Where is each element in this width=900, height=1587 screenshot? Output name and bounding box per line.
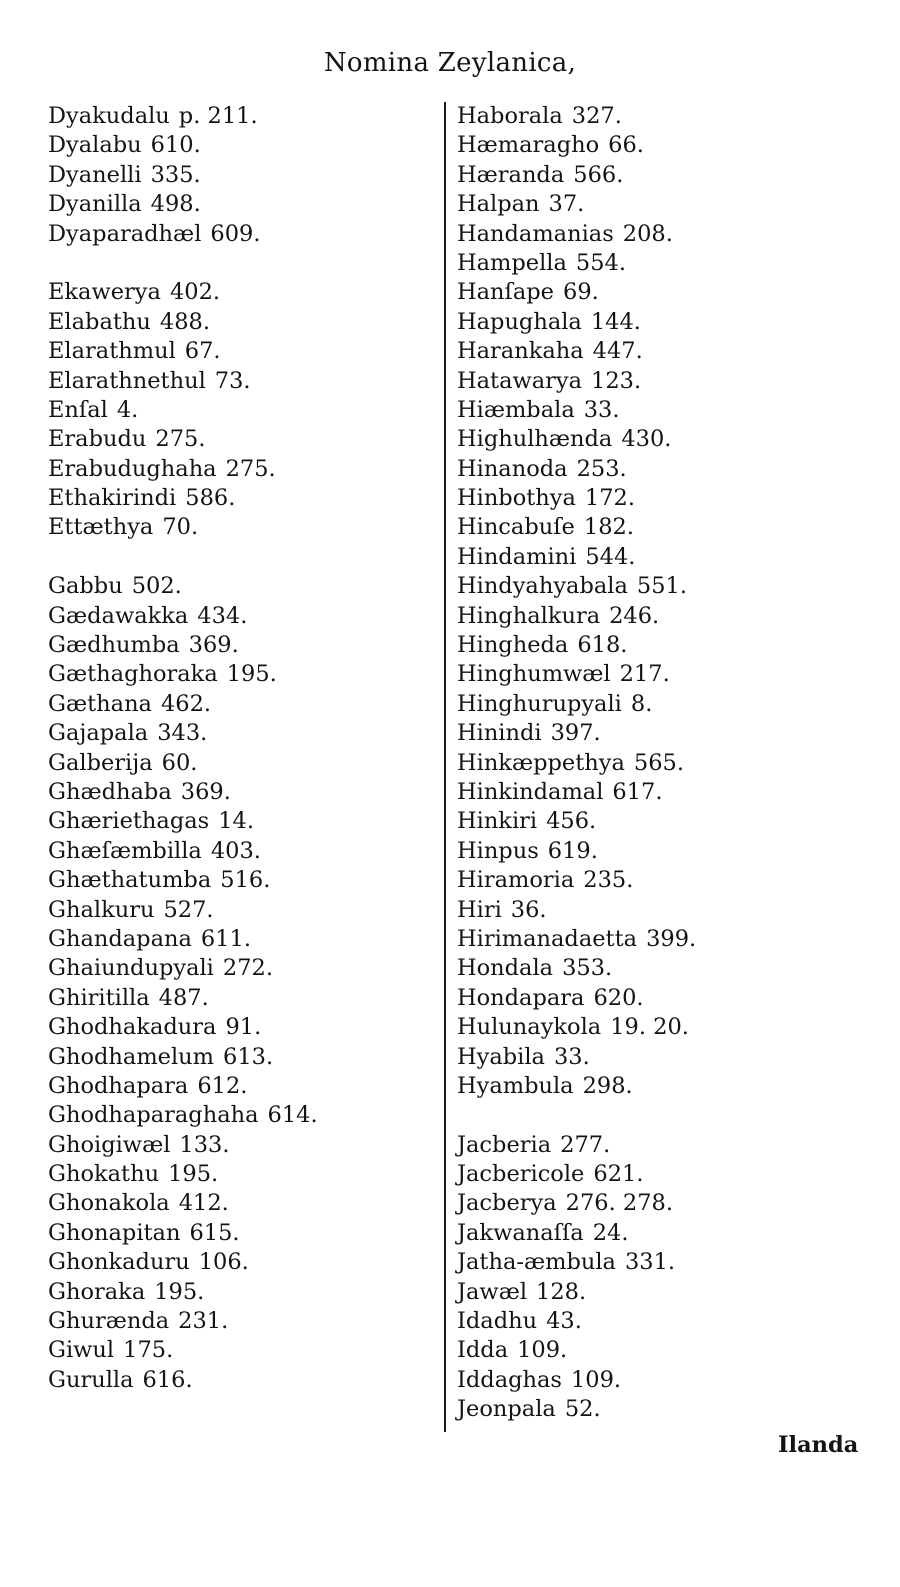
entry-name: Ettæthya	[48, 514, 154, 541]
index-entry	[48, 367, 418, 396]
entry-page-ref: 412.	[178, 1190, 229, 1217]
entry-page-ref: 620.	[593, 984, 644, 1011]
entry-page-ref: 195.	[226, 661, 277, 688]
entry-page-ref: 397.	[550, 720, 601, 747]
entry-name: Hæmaragho	[457, 132, 600, 159]
entry-name: Hinghumwæl	[457, 661, 611, 688]
index-entry	[457, 425, 857, 454]
index-entry	[48, 572, 418, 601]
index-entry	[457, 1043, 857, 1072]
index-entry	[48, 837, 418, 866]
entry-name: Gæthaghoraka	[48, 661, 218, 688]
entry-page-ref: 144.	[590, 308, 641, 335]
index-entry	[457, 484, 857, 513]
entry-page-ref: 544.	[585, 543, 636, 570]
entry-page-ref: 60.	[161, 749, 198, 776]
entry-name: Ghalkuru	[48, 896, 155, 923]
index-entry	[457, 1278, 857, 1307]
entry-page-ref: 246.	[609, 602, 660, 629]
index-entry	[457, 749, 857, 778]
entry-name: Hinindi	[457, 720, 542, 747]
index-entry	[48, 954, 418, 983]
entry-name: Dyanilla	[48, 191, 142, 218]
entry-page-ref: 617.	[612, 778, 663, 805]
entry-page-ref: 4.	[116, 396, 139, 423]
index-entry	[457, 513, 857, 542]
index-entry	[457, 1013, 857, 1042]
index-entry	[457, 1189, 857, 1218]
entry-page-ref: p. 211.	[178, 103, 258, 129]
entry-name: Ghonkaduru	[48, 1249, 190, 1276]
index-entry	[48, 925, 418, 954]
entry-page-ref: 430.	[621, 426, 672, 453]
entry-page-ref: 52.	[564, 1396, 601, 1423]
entry-page-ref: 399.	[646, 925, 697, 952]
index-entry	[48, 190, 418, 219]
entry-page-ref: 277.	[560, 1131, 611, 1158]
index-entry	[48, 455, 418, 484]
entry-name: Hiæmbala	[457, 396, 575, 423]
entry-name: Hinpus	[457, 837, 539, 864]
entry-page-ref: 614.	[267, 1102, 318, 1129]
entry-name: Jacberia	[457, 1131, 552, 1158]
entry-page-ref: 133.	[179, 1131, 230, 1158]
index-entry	[48, 1307, 418, 1336]
entry-name: Ghonapitan	[48, 1219, 181, 1246]
index-entry	[457, 249, 857, 278]
entry-name: Hinkæppethya	[457, 749, 625, 776]
entry-name: Jakwanaſſa	[457, 1219, 584, 1246]
index-entry	[457, 1131, 857, 1160]
entry-page-ref: 434.	[197, 602, 248, 629]
entry-name: Ghiritilla	[48, 984, 150, 1011]
entry-name: Galberija	[48, 749, 153, 776]
entry-name: Gædhumba	[48, 632, 180, 659]
entry-name: Ethakirindi	[48, 485, 177, 512]
entry-name: Halpan	[457, 191, 540, 218]
index-entry	[48, 131, 418, 160]
entry-page-ref: 298.	[582, 1072, 633, 1099]
index-entry	[48, 337, 418, 366]
index-entry	[457, 220, 857, 249]
entry-page-ref: 275.	[155, 426, 206, 453]
index-entry	[457, 308, 857, 337]
entry-name: Erabudughaha	[48, 455, 217, 482]
entry-page-ref: 91.	[225, 1014, 262, 1041]
entry-name: Hinkiri	[457, 808, 538, 835]
entry-name: Iddaghas	[457, 1366, 562, 1393]
entry-name: Hampella	[457, 249, 567, 276]
index-entry	[457, 896, 857, 925]
entry-name: Elarathmul	[48, 338, 176, 365]
index-entry	[48, 308, 418, 337]
entry-page-ref: 565.	[633, 749, 684, 776]
entry-name: Hondala	[457, 955, 554, 982]
entry-page-ref: 106.	[198, 1249, 249, 1276]
entry-page-ref: 195.	[168, 1161, 219, 1188]
entry-page-ref: 527.	[163, 896, 214, 923]
entry-name: Ghæſæmbilla	[48, 837, 202, 864]
entry-page-ref: 621.	[593, 1161, 644, 1188]
entry-name: Ghonakola	[48, 1190, 170, 1217]
entry-page-ref: 70.	[162, 514, 199, 541]
entry-name: Gurulla	[48, 1366, 134, 1393]
column-divider	[444, 102, 446, 1432]
entry-page-ref: 33.	[553, 1043, 590, 1070]
entry-name: Hinghurupyali	[457, 690, 622, 717]
entry-name: Enſal	[48, 396, 108, 423]
index-entry	[457, 190, 857, 219]
entry-page-ref: 402.	[169, 279, 221, 306]
entry-page-ref: 369.	[180, 778, 231, 805]
entry-name: Hyambula	[457, 1072, 574, 1099]
page-title: Nomina Zeylanica,	[323, 48, 577, 78]
index-entry	[48, 631, 418, 660]
entry-page-ref: 462.	[160, 690, 212, 717]
entry-name: Hulunaykola	[457, 1014, 602, 1041]
entry-page-ref: 36.	[510, 896, 547, 923]
entry-page-ref: 516.	[220, 867, 271, 894]
entry-name: Ghæthatumba	[48, 867, 212, 894]
entry-name: Ghokathu	[48, 1161, 160, 1188]
index-entry	[457, 1336, 857, 1365]
index-entry	[48, 220, 418, 249]
index-entry	[457, 690, 857, 719]
index-entry	[48, 1219, 418, 1248]
entry-page-ref: 14.	[218, 808, 254, 835]
index-entry	[48, 1101, 418, 1130]
index-entry	[457, 1072, 857, 1101]
entry-name: Gædawakka	[48, 602, 189, 629]
group-spacer	[457, 1101, 857, 1130]
entry-name: Erabudu	[48, 426, 147, 453]
entry-name: Ghoraka	[48, 1278, 146, 1305]
index-entry	[457, 543, 857, 572]
entry-page-ref: 611.	[200, 925, 252, 952]
entry-name: Gæthana	[48, 690, 152, 717]
entry-name: Hapughala	[457, 308, 582, 335]
entry-page-ref: 67.	[184, 338, 221, 365]
entry-name: Hæranda	[457, 161, 565, 188]
entry-page-ref: 128.	[536, 1278, 587, 1305]
entry-page-ref: 554.	[575, 249, 627, 276]
index-entry	[48, 602, 418, 631]
entry-name: Hyabila	[457, 1043, 545, 1070]
index-entry	[48, 513, 418, 542]
entry-page-ref: 43.	[546, 1308, 582, 1335]
index-entry	[48, 660, 418, 689]
entry-page-ref: 456.	[546, 808, 597, 835]
entry-name: Highulhænda	[457, 426, 613, 453]
entry-page-ref: 272.	[222, 955, 273, 982]
entry-name: Ghodhakadura	[48, 1014, 217, 1041]
index-entry	[48, 690, 418, 719]
index-entry	[457, 837, 857, 866]
entry-name: Idda	[457, 1337, 509, 1364]
entry-page-ref: 369.	[188, 632, 239, 659]
entry-name: Ghædhaba	[48, 778, 172, 805]
entry-page-ref: 275.	[225, 455, 276, 482]
index-entry	[48, 161, 418, 190]
entry-page-ref: 69.	[563, 279, 599, 306]
index-entry	[48, 778, 418, 807]
index-entry	[48, 1013, 418, 1042]
entry-page-ref: 610.	[150, 132, 201, 159]
index-entry	[48, 1366, 418, 1395]
entry-page-ref: 195.	[154, 1278, 205, 1305]
group-spacer	[48, 249, 418, 278]
entry-page-ref: 175.	[123, 1337, 174, 1364]
entry-name: Dyakudalu	[48, 103, 170, 129]
entry-page-ref: 586.	[185, 485, 236, 512]
entry-page-ref: 24.	[592, 1219, 629, 1246]
entry-page-ref: 502.	[131, 573, 182, 600]
entry-page-ref: 331.	[624, 1249, 676, 1276]
entry-page-ref: 231.	[178, 1308, 229, 1335]
index-entry	[48, 1336, 418, 1365]
entry-name: Gajapala	[48, 720, 149, 747]
entry-page-ref: 253.	[576, 455, 627, 482]
entry-name: Haborala	[457, 103, 563, 129]
entry-name: Hatawarya	[457, 367, 583, 394]
entry-page-ref: 353.	[562, 955, 613, 982]
index-entry	[48, 866, 418, 895]
entry-name: Hirimanadaetta	[457, 925, 638, 952]
entry-name: Dyaparadhæl	[48, 220, 202, 247]
entry-page-ref: 123.	[591, 367, 642, 394]
entry-page-ref: 447.	[592, 338, 643, 365]
entry-page-ref: 182.	[583, 514, 634, 541]
index-entry	[48, 1043, 418, 1072]
entry-name: Hondapara	[457, 984, 585, 1011]
entry-page-ref: 615.	[189, 1219, 240, 1246]
entry-page-ref: 276. 278.	[565, 1190, 673, 1217]
entry-name: Elabathu	[48, 308, 151, 335]
index-entry	[457, 396, 857, 425]
index-entry	[457, 278, 857, 307]
entry-name: Ghandapana	[48, 925, 192, 952]
entry-name: Jacbericole	[457, 1161, 585, 1188]
entry-page-ref: 217.	[619, 661, 670, 688]
entry-page-ref: 619.	[547, 837, 598, 864]
index-entry	[48, 396, 418, 425]
entry-name: Ghæriethagas	[48, 808, 210, 835]
index-entry	[457, 631, 857, 660]
entry-name: Hindyahyabala	[457, 573, 628, 600]
index-entry	[457, 102, 857, 131]
index-entry	[457, 161, 857, 190]
index-entry	[457, 866, 857, 895]
entry-name: Gabbu	[48, 573, 123, 600]
entry-name: Hiri	[457, 896, 502, 923]
index-entry	[48, 1248, 418, 1277]
entry-name: Handamanias	[457, 220, 614, 247]
entry-name: Ghoigiwæl	[48, 1131, 171, 1158]
index-entry	[48, 1131, 418, 1160]
index-entry	[457, 367, 857, 396]
entry-page-ref: 566.	[573, 161, 624, 188]
index-entry	[48, 278, 418, 307]
entry-page-ref: 551.	[636, 573, 687, 600]
index-entry	[48, 719, 418, 748]
entry-page-ref: 343.	[157, 720, 208, 747]
entry-name: Hindamini	[457, 543, 577, 570]
right-column	[457, 102, 857, 1425]
index-entry	[48, 984, 418, 1013]
entry-name: Ghodhamelum	[48, 1043, 214, 1070]
entry-page-ref: 73.	[214, 367, 251, 394]
entry-page-ref: 335.	[150, 161, 201, 188]
entry-name: Ekawerya	[48, 279, 161, 306]
entry-page-ref: 66.	[608, 132, 644, 159]
entry-page-ref: 618.	[577, 632, 628, 659]
entry-page-ref: 616.	[142, 1366, 193, 1393]
index-entry	[457, 1366, 857, 1395]
entry-name: Hingheda	[457, 632, 569, 659]
entry-name: Jawæl	[457, 1278, 528, 1305]
index-entry	[457, 778, 857, 807]
index-entry	[48, 896, 418, 925]
entry-name: Hinbothya	[457, 485, 576, 512]
entry-name: Hinghalkura	[457, 602, 601, 629]
entry-page-ref: 109.	[570, 1366, 622, 1393]
entry-page-ref: 8.	[630, 690, 653, 717]
entry-page-ref: 37.	[548, 191, 585, 218]
entry-page-ref: 33.	[583, 396, 620, 423]
index-entry	[457, 984, 857, 1013]
entry-name: Hinkindamal	[457, 778, 604, 805]
entry-name: Hiramoria	[457, 867, 575, 894]
entry-page-ref: 208.	[622, 220, 673, 247]
index-entry	[457, 131, 857, 160]
index-entry	[457, 660, 857, 689]
entry-page-ref: 487.	[158, 984, 209, 1011]
index-entry	[457, 1307, 857, 1336]
entry-page-ref: 109.	[517, 1337, 568, 1364]
index-entry	[457, 602, 857, 631]
entry-name: Dyalabu	[48, 132, 142, 159]
entry-page-ref: 235.	[583, 867, 634, 894]
entry-page-ref: 172.	[584, 485, 636, 512]
entry-page-ref: 609.	[210, 220, 261, 247]
index-entry	[457, 1395, 857, 1424]
index-entry	[48, 1189, 418, 1218]
left-column	[48, 102, 418, 1395]
entry-name: Giwul	[48, 1337, 115, 1364]
entry-name: Hinanoda	[457, 455, 568, 482]
entry-name: Jacberya	[457, 1190, 557, 1217]
index-entry	[48, 1160, 418, 1189]
entry-page-ref: 612.	[197, 1072, 248, 1099]
group-spacer	[48, 543, 418, 572]
index-entry	[457, 337, 857, 366]
index-entry	[457, 719, 857, 748]
index-entry	[48, 484, 418, 513]
entry-name: Ghodhaparaghaha	[48, 1102, 259, 1129]
index-entry	[457, 572, 857, 601]
index-entry	[48, 1278, 418, 1307]
index-entry	[48, 807, 418, 836]
entry-name: Jatha-æmbula	[457, 1249, 616, 1276]
entry-name: Ghodhapara	[48, 1072, 189, 1099]
entry-name: Harankaha	[457, 338, 584, 365]
entry-page-ref: 19. 20.	[610, 1014, 689, 1041]
index-entry	[457, 925, 857, 954]
entry-page-ref: 498.	[150, 191, 201, 218]
index-entry	[457, 455, 857, 484]
index-entry	[457, 1248, 857, 1277]
index-entry	[457, 954, 857, 983]
entry-page-ref: 403.	[210, 837, 261, 864]
entry-name: Jeonpala	[457, 1396, 556, 1423]
entry-page-ref: 327.	[571, 103, 622, 129]
index-entry	[48, 749, 418, 778]
entry-page-ref: 613.	[223, 1043, 274, 1070]
entry-page-ref: 488.	[159, 308, 210, 335]
catchword: Ilanda	[778, 1432, 859, 1458]
index-entry	[457, 1219, 857, 1248]
entry-name: Ghurænda	[48, 1308, 170, 1335]
entry-name: Ghaiundupyali	[48, 955, 214, 982]
entry-name: Hincabuſe	[457, 514, 575, 541]
entry-name: Idadhu	[457, 1308, 538, 1335]
index-entry	[48, 102, 418, 131]
index-entry	[48, 1072, 418, 1101]
entry-name: Hanſape	[457, 279, 554, 306]
entry-name: Elarathnethul	[48, 367, 206, 394]
entry-name: Dyanelli	[48, 161, 142, 188]
index-entry	[457, 1160, 857, 1189]
index-entry	[48, 425, 418, 454]
index-entry	[457, 807, 857, 836]
